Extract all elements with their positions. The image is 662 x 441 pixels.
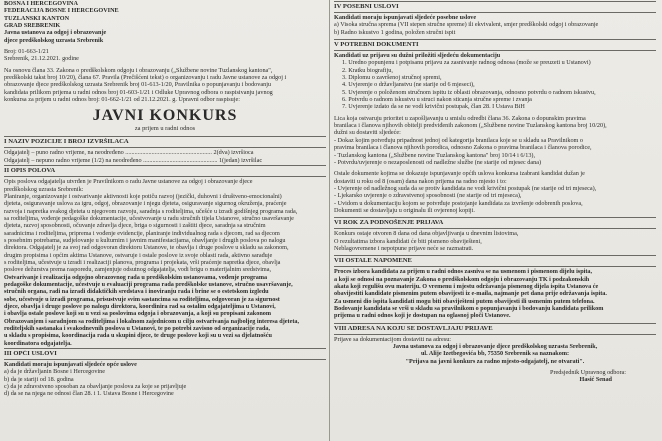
notes-line: Bodovanje kandidata se vrši u skladu sa pravilnikom o popunjavanju i bodovanju kandidata prilikom (334, 305, 604, 312)
description-line: u skladu s propisima, koordinacija rada u skupini djece, te druge poslove koji su u vezi sa djelatnošću (4, 332, 272, 340)
description-line: drugim propisima i općim aktima Ustanove, ostvaruje i ostale poslove iz svoje oblasti rada, aktivno sarađuje (4, 251, 273, 259)
section-divider (334, 255, 656, 256)
description-line: sa roditeljima, vođenje pedagoške dokumentacije, učestvovanje u radu stručnih tijela Ustanove, stručno usavršavanje (4, 214, 294, 222)
notes-line: a koji se odnosi na poznavanje Zakona o predškolskom odgoju i obrazovanju TK i podzakonskih (334, 275, 590, 283)
letterhead-line: djece predškolskog uzrasta Srebrenik (4, 36, 104, 44)
address-line: Javna ustanova za odgoj i obrazovanje djece predškolskog uzrasta Srebrenik, (392, 343, 598, 351)
section-heading-2: II OPIS POLOVA (4, 167, 56, 175)
section-divider (334, 39, 656, 40)
document-item: 4. Uvjerenje o državljanstvu (ne starije od 6 mjeseci), (342, 81, 475, 89)
section-divider (334, 50, 656, 51)
notes-line: Proces izbora kandidata za prijem u radni odnos zasniva se na usmenom i pismenom dijelu ispita, (334, 268, 593, 276)
address-line: ul. Alije Izetbegovića bb, 75350 Srebrenik sa naznakom: (420, 350, 570, 358)
description-line: sobe, učestvuje u izradi programa, prisustvuje svim sastancima sa roditeljima, odgovoran je za sigurnost (4, 295, 280, 303)
letterhead-line: BOSNA I HERCEGOVINA (4, 0, 78, 7)
section-divider (4, 147, 326, 148)
intro-line: Na osnovu člana 33. Zakona o predškolskom odgoju i obrazovanju („Službene novine Tuzlanskog kantona", (4, 66, 273, 74)
letterhead (4, 0, 326, 44)
deadline-line: Konkurs ostaje otvoren 8 dana od dana objavljivanja u dnevnim listovima, (334, 230, 519, 238)
description-line: direktora. Odgajatelj je za svoj rad odgovoran direktoru Ustanove, te obavlja i druge poslove u skladu sa zakonom, (4, 244, 289, 252)
section-heading-5: V POTREBNI DOKUMENTI (334, 41, 419, 49)
general-condition: b) da je stariji od 18. godina (4, 375, 74, 383)
signature-title: Predsjednik Upravnog odbora: (550, 369, 626, 377)
section-divider (334, 12, 656, 13)
description-line: djeteta, razvoj sposobnosti, očuvanje zdravlja djece, briga o sigurnosti i zaštiti djece, saradnja sa stručnim (4, 222, 266, 230)
notes-line: prijema u radni odnos koji je dostupan na oglasnoj ploči Ustanove. (334, 312, 511, 320)
priority-line: - Potvrdu/uvjerenje o nezaposlenosti od nadležne službe (ne starije od mjesec dana) (334, 158, 542, 166)
intro-line: konkursa za prijem u radni odnos broj: 01-662-1/21 od 21.12.2021. g. Upravni odbor raspisuje: (4, 96, 240, 104)
description-line: Ostvarivanje i realizacija odgojno obrazovnog rada u predškolskim ustanovama, vođenje programa (4, 273, 268, 281)
document-item: 2. Kratku biografiju, (342, 66, 393, 74)
description-line: Obrazovanjem i saradnjom sa roditeljima i lokalnom zajednicom u cilju ostvarivanja najboljeg interesa djeteta, (4, 317, 300, 325)
section-divider (334, 334, 656, 335)
priority-line: branilaca i članova njihovih obitelji predviđenih zakonom („Službene novine Tuzlanskog kantona broj 10/20), (334, 122, 607, 130)
additional-line: - Ljekarsko uvjerenje o zdravstvenoj sposobnosti (ne starije od tri mjeseca), (334, 192, 522, 200)
signature-name: Hasić Senad (579, 376, 612, 384)
description-line: s posebnim potrebama, sudjelovanje u kulturnim i javnim manifestacijama, obavljanje i drugih poslova po nalogu (4, 236, 286, 244)
reference-number: Broj: 01-663-1/21 (4, 48, 49, 56)
notes-line: akata koji regulišu ovu materiju. O vremenu i mjestu održavanja pismenog dijela ispita Ustanova će (334, 282, 599, 290)
description-line: i obavlja ostale poslove koji su u vezi sa poslovima odgoja i obrazovanja, a koji su propisani zakonom (4, 310, 272, 318)
description-line: s roditeljima, učestvuje u izradi i realizaciji planova, programa i projekata, vrši praćenje napretka djece, obavlja (4, 258, 281, 266)
description-line: pedagoške dokumentacije, učestvuje u evaluaciji programa rada predškolske ustanove, stručno usavršavanje, (4, 280, 293, 288)
section-divider (4, 165, 326, 166)
description-line: djece, obavlja i druge poslove po nalogu direktora, koordinira rad sa ostalim odgajateljima u Ustanovi, (4, 303, 276, 310)
intro-paragraph (4, 67, 326, 104)
description-line: stručnih organa, radi na izradi didaktičkih sredstava i inoviranju rada i brine se o estetskom izgledu (4, 288, 269, 296)
priority-line: Lica koja ostvaruju prioritet u zapošljavanju u smislu odredbi člana 36. Zakona o dopunskim pravima (334, 114, 586, 122)
additional-line: - Uvjerenje od nadležnog suda da se protiv kandidata ne vodi krivični postupak (ne starije od tri mjeseca), (334, 184, 597, 192)
deadline-line: O rezultatima izbora kandidati će biti pismeno obaviješteni, (334, 237, 482, 245)
column-divider (329, 0, 330, 441)
left-column (4, 0, 326, 441)
job-description (4, 178, 326, 347)
section-heading-4: IV POSEBNI USLOVI (334, 3, 399, 10)
document-title: JAVNI KONKURS (92, 107, 238, 125)
section-heading-1: I NAZIV POZICIJE I BROJ IZVRŠILACA (4, 138, 129, 146)
additional-line: - Uvidom u dokumentaciju kojom se potvrđuje postojanje kandidata za izvršenje odobrenih poslova, (334, 199, 583, 207)
documents-intro: Kandidati uz prijavu su dužni priložiti sljedeću dokumentaciju (334, 52, 501, 60)
section-divider (4, 136, 326, 137)
general-condition: d) da se na njega ne odnosi član 28. i 1. Ustava Bosne i Hercegovine (4, 390, 174, 398)
section-heading-3: III OPĆI USLOVI (4, 350, 57, 358)
priority-paragraph (334, 115, 656, 166)
letterhead-line: GRAD SREBRENIK (4, 22, 61, 30)
general-conditions-intro: Kandidati moraju ispunjavati sljedeće opće uslove (4, 361, 137, 369)
document-item: 6. Potvrdu o radnom iskustvu u struci nakon sticanja stručne spreme i zvanja (342, 96, 532, 104)
general-condition: a) da je državljanin Bosne i Hercegovine (4, 368, 106, 376)
priority-line: - Dokaz kojim potvrđuju pripadnost jednoj od kategorija branilaca koje se u skladu sa Pravilnikom o (334, 136, 583, 144)
description-line: poslove dežurstva prema rasporedu, zamjenjuje odsutnog odgajatelja, vodi brigu o materijalnim sredstvima, (4, 266, 272, 274)
section-divider (334, 228, 656, 229)
intro-line: kandidata prilikom prijema u radni odnos broj 01-603-1/21 i Odluke Upravnog odbora o raspisivanju javnog (4, 88, 273, 96)
special-condition: b) Radno iskustvo 1 godina, položen stručni ispit (334, 28, 456, 36)
document-item: 3. Diplomu o završenoj stručnoj spremi, (342, 74, 442, 82)
description-line: saradnicima i roditeljima, priprema i vođenje evidencije, planiranje individualnog rada s djecom, rad sa djecom (4, 229, 280, 237)
section-heading-7: VII OSTALE NAPOMENE (334, 257, 412, 265)
section-divider (334, 1, 656, 2)
special-condition: a) Visoka stručna sprema (VII stepen stručne spreme) ili ekvivalent, smjer predškolski odgoj i obrazovanje (334, 21, 599, 29)
reference-date: Srebrenik, 21.12.2021. godine (4, 55, 79, 63)
letterhead-line: TUZLANSKI KANTON (4, 14, 70, 22)
section-divider (4, 348, 326, 349)
description-line: Planiranje, organizovanje i ostvarivanje aktivnosti koje potiču razvoj (jezički, duhovni i društveno-emocionalni) (4, 192, 282, 200)
position-line: Odgajatelj – puno radno vrijeme, na neodređeno ........................................................ 2(dva) izvršioca (4, 149, 254, 157)
section-heading-8: VIII ADRESA NA KOJU SE DOSTAVLJAJU PRIJAVE (334, 324, 493, 332)
section-divider (4, 359, 326, 360)
address-line: Prijave sa dokumentacijom dostaviti na adresu: (334, 335, 452, 343)
address-line: "Prijava na javni konkurs za radno mjesto-odgajatelj, ne otvarati". (405, 357, 585, 365)
priority-line: - Tuzlanskog kantona („Službene novine Tuzlanskog kantona" broj 10/14 i 6/13), (334, 151, 536, 159)
priority-line: pravima branilaca i članova njihovih porodica, odnosno Zakona o pravima branilaca i članova porodice, (334, 144, 592, 152)
additional-documents-paragraph (334, 170, 656, 214)
priority-line: dužni su dostaviti sljedeće: (334, 129, 401, 137)
notes-line: Za usmeni dio ispita kandidati mogu biti obaviješteni putem obavijesti ili usmenim putem telefona. (334, 297, 595, 305)
description-line: roditeljskih sastanaka i svakodnevnih poslova u Ustanovi, te po potrebi zavisno od organizacije rada, (4, 325, 271, 333)
document-item: 1. Uredno popunjenu i potpisanu prijavu za zasnivanje radnog odnosa (može se preuzeti u Ustanovi) (342, 59, 591, 67)
additional-line: Ostale dokumente kojima se dokazuje ispunjavanje općih uslova konkursa izabrani kandidat dužan je (334, 170, 585, 178)
description-line: predškolskog uzrasta Srebrenik: (4, 185, 84, 193)
additional-line: Dokumenti se dostavljaju u originalu ili ovjerenoj kopiji. (334, 206, 475, 214)
description-line: koordinatora odgajatelja. (4, 339, 72, 347)
section-heading-6: VI ROK ZA PODNOŠENJE PRIJAVA (334, 219, 444, 227)
description-line: razvoja i napretka svakog djeteta u njegovom razvoju, saradnja s roditeljima, učešće u izradi godišnjeg programa rada, (4, 207, 298, 215)
description-line: Opis poslova odgajatelja utvrđen je Pravilnikom o radu Javne ustanove za odgoj i obrazovanje djece (4, 178, 253, 186)
deadline-line: Neblagovremene i nepotpune prijave neće se razmatrati. (334, 244, 474, 252)
special-conditions-intro: Kandidati moraju ispunjavati sljedeće posebne uslove (334, 14, 477, 21)
intro-line: obrazovanje djece predškolskog uzrasta Srebrenik broj 01-613-1/20, Pravilnika o popunjavanju i bodovanju (4, 81, 272, 89)
position-line: Odgajatelj – nepuno radno vrijeme (1/2) na neodređeno ................................................ 1(jedan) izvršilac (4, 156, 263, 164)
intro-line: predškolski takst broj 10/20), člana 67. Pravila (Prečišćeni tekst) o organizovanju i radu Javne ustanove za odgoj i (4, 74, 287, 82)
description-line: djeteta, osiguravanje uslova za igru, odgoj, obrazovanje i njegu djeteta, osiguravanje sigurnog okruženja, praćenje (4, 200, 287, 208)
additional-line: dostaviti u roku od 8 (osam) dana nakon prijema na radno mjesto i to: (334, 177, 507, 185)
document-item: 5. Uvjerenje o položenom stručnom ispitu iz oblasti obrazovanja, odnosno potvrdu o radnom iskustvu, (342, 88, 596, 96)
document-subtitle: za prijem u radni odnos (134, 125, 196, 133)
document-item: 7. Uvjerenje izdato da se ne vodi krivični postupak, član 28. I Ustava BiH (342, 103, 525, 111)
letterhead-line: Javna ustanova za odgoj i obrazovanje (4, 29, 107, 37)
general-condition: c) da je zdravstveno sposoban za obavljanje poslova za koje se prijavljuje (4, 383, 187, 391)
section-divider (334, 266, 656, 267)
notes-line: obavijestiti kandidate pismenim putem obavijesti iz e-maila, najmanje pet dana prije održavanja ispita. (334, 290, 607, 298)
section-divider (4, 176, 326, 177)
right-column (334, 0, 656, 441)
section-divider (334, 217, 656, 218)
section-divider (334, 323, 656, 324)
letterhead-line: FEDERACIJA BOSNE I HERCEGOVINE (4, 7, 119, 15)
